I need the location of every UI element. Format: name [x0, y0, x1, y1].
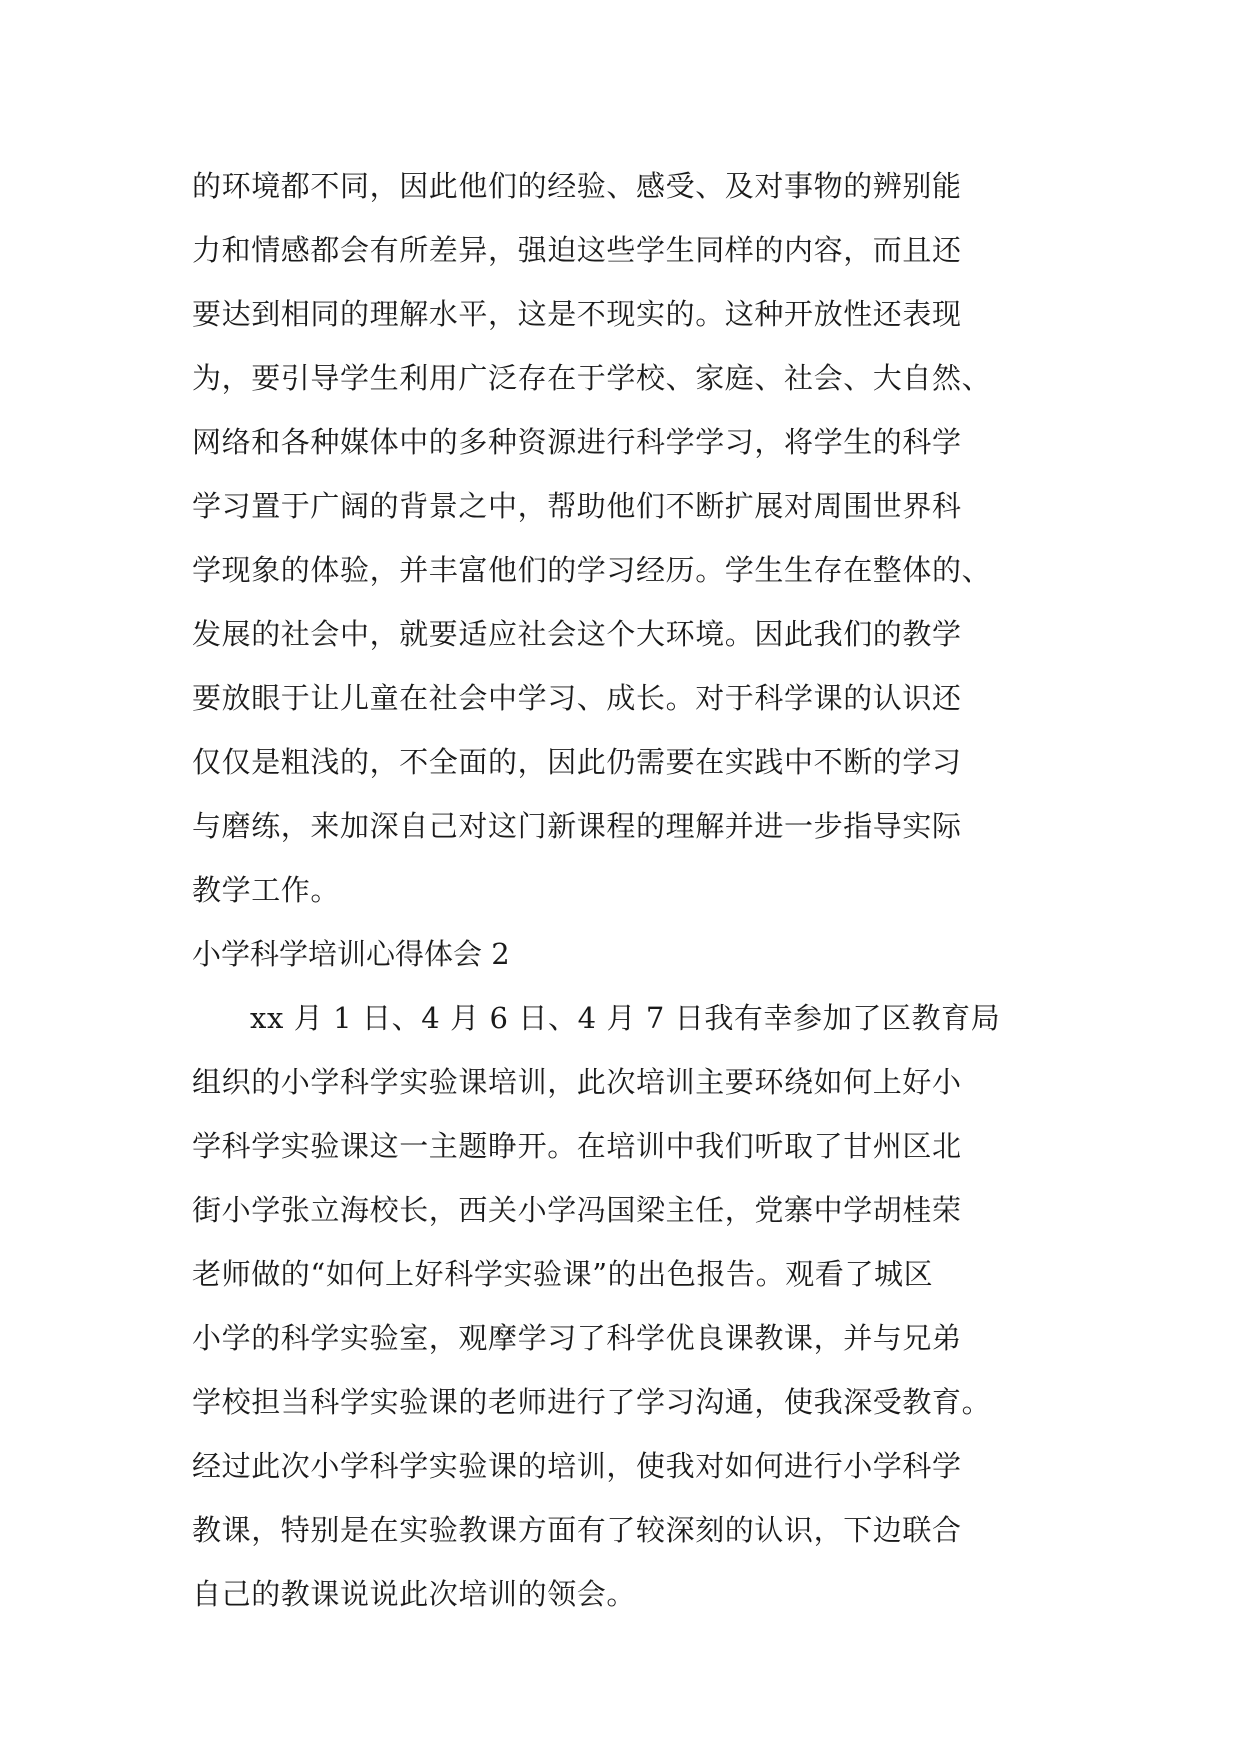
text-line: 街小学张立海校长，西关小学冯国梁主任，党寨中学胡桂荣 — [192, 1193, 962, 1227]
paragraph-continuation — [192, 154, 1052, 922]
text-line: 发展的社会中，就要适应社会这个大环境。因此我们的教学 — [192, 617, 962, 651]
section-heading: 小学科学培训心得体会 2 — [192, 937, 510, 971]
text-line: 要放眼于让儿童在社会中学习、成长。对于科学课的认识还 — [192, 681, 962, 715]
text-line: xx 月 1 日、4 月 6 日、4 月 7 日我有幸参加了区教育局 — [250, 1001, 1001, 1035]
text-line: 仅仅是粗浅的，不全面的，因此仍需要在实践中不断的学习 — [192, 745, 962, 779]
text-line: 学科学实验课这一主题睁开。在培训中我们听取了甘州区北 — [192, 1129, 962, 1163]
text-line: 为，要引导学生利用广泛存在于学校、家庭、社会、大自然、 — [192, 361, 992, 395]
text-line: 学习置于广阔的背景之中，帮助他们不断扩展对周围世界科 — [192, 489, 962, 523]
text-line: 要达到相同的理解水平，这是不现实的。这种开放性还表现 — [192, 297, 962, 331]
text-line: 经过此次小学科学实验课的培训，使我对如何进行小学科学 — [192, 1449, 962, 1483]
paragraph-section-2 — [192, 986, 1052, 1626]
text-line: 网络和各种媒体中的多种资源进行科学学习，将学生的科学 — [192, 425, 962, 459]
text-line: 的环境都不同，因此他们的经验、感受、及对事物的辨别能 — [192, 169, 962, 203]
text-line: 小学的科学实验室，观摩学习了科学优良课教课，并与兄弟 — [192, 1321, 962, 1355]
text-line: 自己的教课说说此次培训的领会。 — [192, 1577, 637, 1611]
text-line: 组织的小学科学实验课培训，此次培训主要环绕如何上好小 — [192, 1065, 962, 1099]
text-line: 老师做的“如何上好科学实验课”的出色报告。观看了城区 — [192, 1257, 934, 1291]
text-line: 力和情感都会有所差异，强迫这些学生同样的内容，而且还 — [192, 233, 962, 267]
text-line: 学现象的体验，并丰富他们的学习经历。学生生存在整体的、 — [192, 553, 992, 587]
text-line: 教课，特别是在实验教课方面有了较深刻的认识，下边联合 — [192, 1513, 962, 1547]
text-line: 教学工作。 — [192, 873, 341, 907]
text-line: 与磨练，来加深自己对这门新课程的理解并进一步指导实际 — [192, 809, 962, 843]
text-line: 学校担当科学实验课的老师进行了学习沟通，使我深受教育。 — [192, 1385, 992, 1419]
